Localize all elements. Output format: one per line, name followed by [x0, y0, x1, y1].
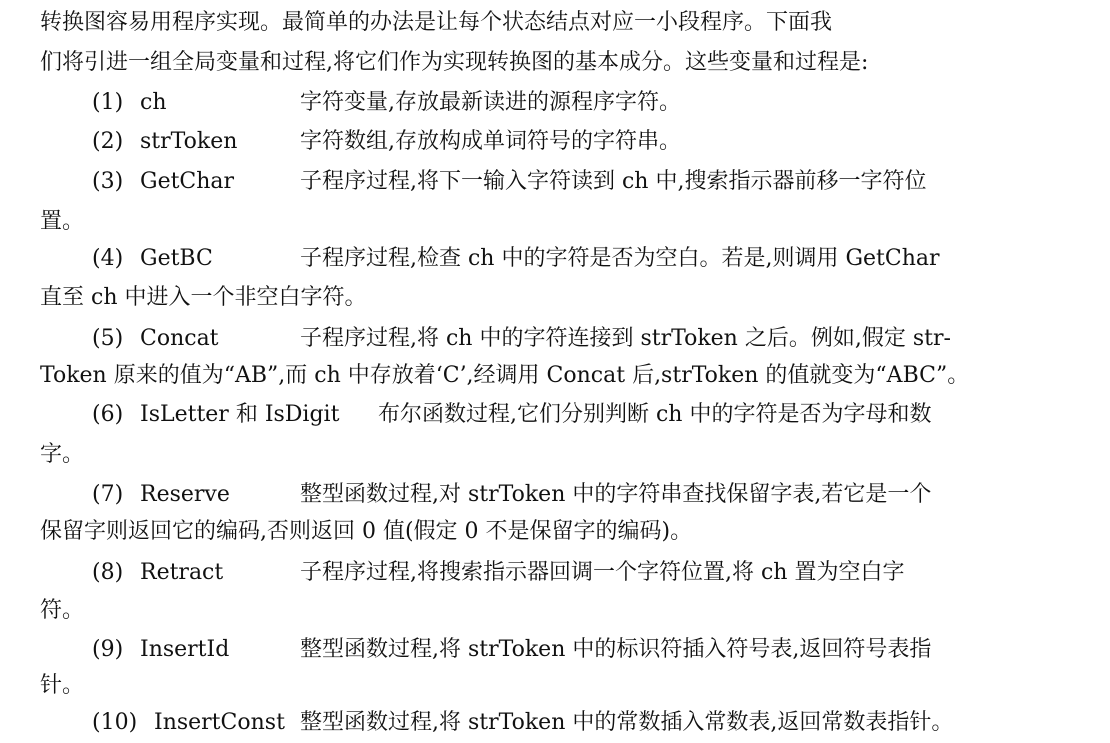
item-description: 布尔函数过程,它们分别判断 ch 中的字符是否为字母和数 — [378, 402, 932, 427]
continuation-line — [0, 435, 1110, 475]
item-name: Reserve — [140, 482, 230, 507]
list-item — [0, 630, 1110, 670]
item-number: (1) — [92, 90, 124, 115]
item-continuation: 置。 — [40, 209, 85, 234]
item-description: 子程序过程,将 ch 中的字符连接到 strToken 之后。例如,假定 str- — [300, 326, 951, 351]
item-description: 整型函数过程,将 strToken 中的常数插入常数表,返回常数表指针。 — [300, 710, 954, 735]
item-number: (8) — [92, 560, 124, 585]
list-item — [0, 475, 1110, 515]
continuation-line — [0, 278, 1110, 318]
list-item — [0, 703, 1110, 743]
intro-text: 转换图容易用程序实现。最简单的办法是让每个状态结点对应一小段程序。下面我 — [40, 10, 833, 35]
continuation-line — [0, 356, 1110, 396]
item-continuation: Token 原来的值为“AB”,而 ch 中存放着‘C’,经调用 Concat 后,strToken 的值就变为“ABC”。 — [40, 363, 970, 388]
item-continuation: 直至 ch 中进入一个非空白字符。 — [40, 285, 367, 310]
continuation-line — [0, 202, 1110, 242]
item-name: InsertConst — [154, 710, 285, 735]
intro-text: 们将引进一组全局变量和过程,将它们作为实现转换图的基本成分。这些变量和过程是: — [40, 50, 869, 75]
list-item — [0, 239, 1110, 279]
item-continuation: 字。 — [40, 442, 85, 467]
intro-line — [0, 43, 1110, 83]
list-item — [0, 162, 1110, 202]
item-description: 子程序过程,检查 ch 中的字符是否为空白。若是,则调用 GetChar — [300, 246, 940, 271]
intro-line — [0, 3, 1110, 43]
item-name: IsLetter 和 IsDigit — [140, 402, 340, 427]
item-number: (9) — [92, 637, 124, 662]
continuation-line — [0, 512, 1110, 552]
item-number: (5) — [92, 326, 124, 351]
item-description: 整型函数过程,将 strToken 中的标识符插入符号表,返回符号表指 — [300, 637, 932, 662]
item-name: InsertId — [140, 637, 230, 662]
item-description: 字符数组,存放构成单词符号的字符串。 — [300, 129, 681, 154]
item-description: 子程序过程,将搜索指示器回调一个字符位置,将 ch 置为空白字 — [300, 560, 905, 585]
item-description: 整型函数过程,对 strToken 中的字符串查找保留字表,若它是一个 — [300, 482, 932, 507]
item-name: GetBC — [140, 246, 213, 271]
item-number: (3) — [92, 169, 124, 194]
item-number: (4) — [92, 246, 124, 271]
item-name: GetChar — [140, 169, 235, 194]
item-continuation: 保留字则返回它的编码,否则返回 0 值(假定 0 不是保留字的编码)。 — [40, 519, 693, 544]
item-number: (2) — [92, 129, 124, 154]
continuation-line — [0, 666, 1110, 706]
item-number: (10) — [92, 710, 138, 735]
list-item — [0, 553, 1110, 593]
list-item — [0, 319, 1110, 359]
item-continuation: 针。 — [40, 673, 85, 698]
item-description: 子程序过程,将下一输入字符读到 ch 中,搜索指示器前移一字符位 — [300, 169, 927, 194]
item-description: 字符变量,存放最新读进的源程序字符。 — [300, 90, 681, 115]
item-name: ch — [140, 90, 167, 115]
item-number: (6) — [92, 402, 124, 427]
list-item — [0, 83, 1110, 123]
list-item — [0, 122, 1110, 162]
continuation-line — [0, 591, 1110, 631]
item-name: Concat — [140, 326, 219, 351]
item-name: Retract — [140, 560, 224, 585]
item-number: (7) — [92, 482, 124, 507]
list-item — [0, 395, 1110, 435]
item-continuation: 符。 — [40, 598, 85, 623]
item-name: strToken — [140, 129, 238, 154]
